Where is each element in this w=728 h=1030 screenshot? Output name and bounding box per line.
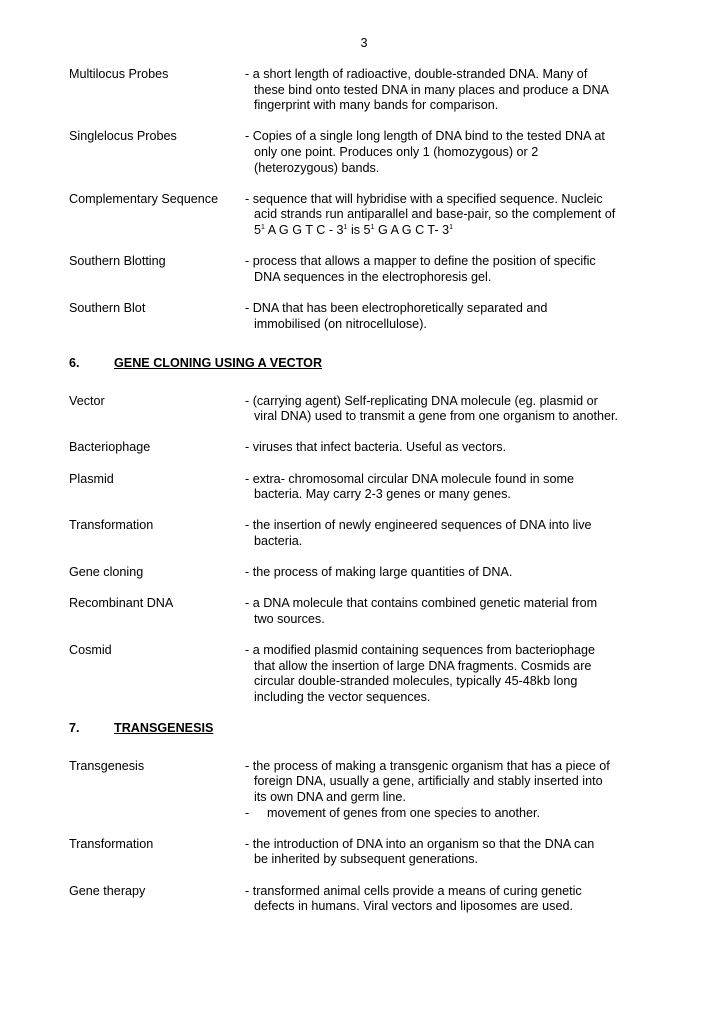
seq-text: G A G C T- 3 [374,222,450,237]
definition [245,596,669,627]
definition-line: only one point. Produces only 1 (homozygous) or 2 [254,144,539,159]
definition [245,254,669,285]
definition-line: its own DNA and germ line. [254,789,406,804]
definition-line: - viruses that infect bacteria. Useful as vectors. [245,440,507,455]
term: Gene cloning [69,565,144,580]
definition-line: - extra- chromosomal circular DNA molecule found in some [245,471,574,486]
definition-line: fingerprint with many bands for comparison. [254,98,499,113]
term: Cosmid [69,643,112,658]
term: Southern Blot [69,300,146,315]
definition-line: - a DNA molecule that contains combined genetic material from [245,596,598,611]
term: Vector [69,393,105,408]
glossary-entry [69,759,669,821]
section-title: TRANSGENESIS [114,721,214,736]
definition [245,301,669,332]
page-number: 3 [360,36,368,50]
definition [245,472,669,503]
definition-line: acid strands run antiparallel and base-pair, so the complement of [254,207,616,222]
definition-line: that allow the insertion of large DNA fragments. Cosmids are [254,658,592,673]
glossary-entry [69,472,669,503]
definition-line: viral DNA) used to transmit a gene from one organism to another. [254,409,618,424]
definition [245,192,669,239]
glossary-entry [69,440,669,456]
term: Transgenesis [69,758,145,773]
definition [245,884,669,915]
glossary-entry [69,254,669,285]
definition-line: - (carrying agent) Self-replicating DNA molecule (eg. plasmid or [245,393,598,408]
definition [245,518,669,549]
definition-line: two sources. [254,612,325,626]
seq-superscript: 1 [343,223,348,231]
term: Multilocus Probes [69,67,169,81]
glossary-entry [69,129,669,176]
definition [245,129,669,176]
seq-text: 5 [254,222,262,237]
term: Southern Blotting [69,254,166,269]
definition [245,643,669,705]
bullet-text: movement of genes from one species to another. [267,805,541,820]
glossary-entry [69,884,669,915]
term: Plasmid [69,471,114,486]
definition [245,759,669,821]
term: Bacteriophage [69,440,151,455]
definition-line: defects in humans. Viral vectors and liposomes are used. [254,899,573,914]
definition-line: - the introduction of DNA into an organism so that the DNA can [245,836,595,851]
glossary-entry [69,394,669,425]
glossary-entry [69,67,669,114]
glossary-entry [69,596,669,627]
section-heading [69,356,669,372]
definition-line: foreign DNA, usually a gene, artificially and stably inserted into [254,774,603,789]
term: Transformation [69,836,154,851]
term: Transformation [69,518,154,533]
definition-line: - a modified plasmid containing sequences from bacteriophage [245,643,596,658]
glossary-entry [69,518,669,549]
definition [245,837,669,868]
glossary-entry [69,837,669,868]
section-number: 7. [69,721,80,736]
seq-superscript: 1 [449,223,454,231]
definition-bullet [245,806,669,822]
definition-line: - DNA that has been electrophoretically separated and [245,300,548,315]
section-heading [69,721,669,737]
definition-line: - the process of making large quantities of DNA. [245,565,513,580]
definition-line: (heterozygous) bands. [254,160,380,175]
definition [245,67,669,114]
sequence-line [245,223,669,239]
seq-text: is 5 [347,222,371,237]
glossary-entry [69,301,669,332]
bullet-dash: - [245,805,250,820]
definition-line: these bind onto tested DNA in many places and produce a DNA [254,82,609,97]
definition-line: circular double-stranded molecules, typically 45-48kb long [254,674,578,689]
term: Gene therapy [69,883,146,898]
definition-line: immobilised (on nitrocellulose). [254,316,427,331]
definition-line: - Copies of a single long length of DNA bind to the tested DNA at [245,129,605,144]
section-number: 6. [69,356,80,371]
seq-superscript: 1 [370,223,375,231]
section-title: GENE CLONING USING A VECTOR [114,356,323,371]
definition-line: be inherited by subsequent generations. [254,852,479,867]
glossary-entry [69,192,669,239]
definition-line: bacteria. [254,534,303,549]
term: Singlelocus Probes [69,129,177,144]
definition-line: - a short length of radioactive, double-stranded DNA. Many of [245,67,588,81]
seq-superscript: 1 [261,223,265,231]
definition-line: - sequence that will hybridise with a specified sequence. Nucleic [245,191,603,206]
document-body [69,67,669,930]
definition-line: - the process of making a transgenic organism that has a piece of [245,758,610,773]
definition [245,565,669,581]
definition [245,440,669,456]
seq-text: A G G T C - 3 [264,222,344,237]
definition-line: - the insertion of newly engineered sequences of DNA into live [245,518,592,533]
definition-line: bacteria. May carry 2-3 genes or many genes. [254,487,511,502]
term: Complementary Sequence [69,191,219,206]
definition [245,394,669,425]
definition-line: including the vector sequences. [254,689,431,704]
definition-line: DNA sequences in the electrophoresis gel. [254,269,492,284]
term: Recombinant DNA [69,596,174,611]
glossary-entry [69,643,669,705]
definition-line: - process that allows a mapper to define the position of specific [245,254,596,269]
glossary-entry [69,565,669,581]
definition-line: - transformed animal cells provide a means of curing genetic [245,883,582,898]
